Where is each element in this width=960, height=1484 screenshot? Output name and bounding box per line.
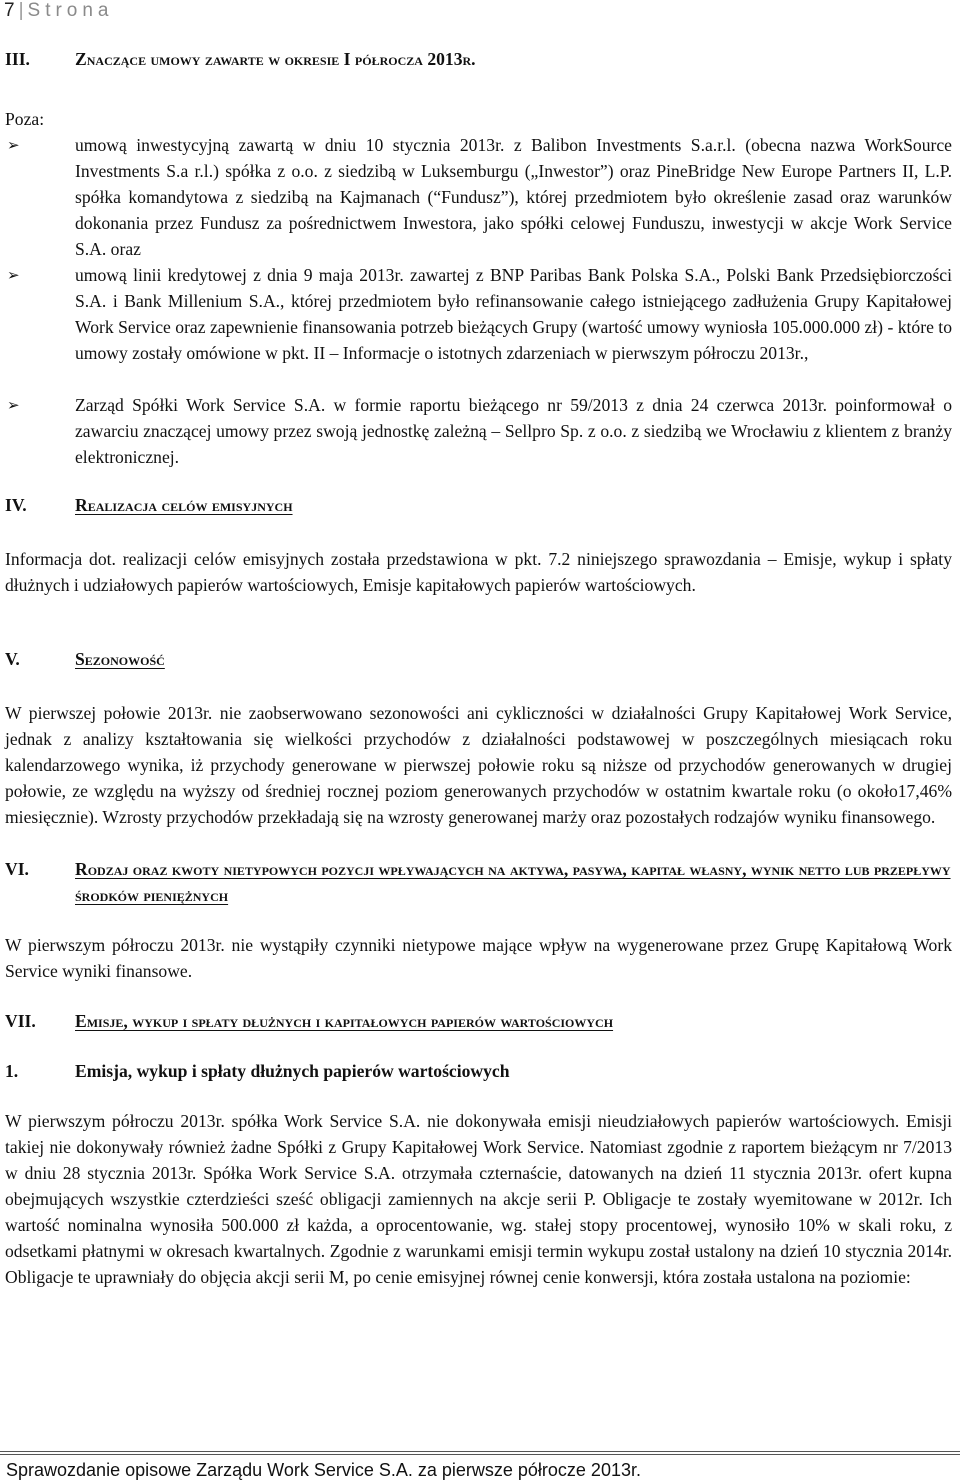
agreement-item — [5, 392, 952, 470]
section-4-number: IV. — [5, 495, 27, 515]
section-7-text: W pierwszym półroczu 2013r. spółka Work Service S.A. nie dokonywała emisji nieudziałowych papierów wartościowych. Emisji takiej nie dokonywały również żadne Spółki z Grupy Kapitałowej Work Service. Natomiast zgodnie z raportem bieżącym nr 7/2013 w dniu 28 stycznia 2013r. Spółka Work Service S.A. otrzymała czternaście, datowanych na dzień 11 stycznia 2013r. ofert kupna obejmujących wszystkie czterdzieści sześć obligacji zamiennych na akcje serii P. Obligacje te zostały wyemitowane w 2012r. Ich wartość nominalna wynosiła 500.000 zł każda, a oprocentowanie, wg. stałej stopy procentowej, wynosiło 10% w skali roku, z odsetkami płatnymi w okresach kwartalnych. Zgodnie z warunkami emisji termin wykupu został ustalony na dzień 10 stycznia 2014r. Obligacje te uprawniały do objęcia akcji serii M, po cenie emisyjnej równej cenie konwersji, która została ustalona na poziomie: — [5, 1111, 952, 1287]
section-5-title: Sezonowość — [75, 649, 165, 669]
footer-divider — [0, 1451, 960, 1455]
section-5-number: V. — [5, 649, 20, 669]
page-word: Strona — [27, 0, 114, 21]
document-body — [5, 46, 952, 1290]
section-7-number: VII. — [5, 1011, 36, 1031]
header-separator: | — [18, 0, 24, 21]
subsection-title: Emisja, wykup i spłaty dłużnych papierów wartościowych — [75, 1061, 510, 1081]
section-6-heading — [5, 856, 952, 908]
page-header — [4, 0, 114, 22]
section-4-text: Informacja dot. realizacji celów emisyjnych została przedstawiona w pkt. 7.2 niniejszego sprawozdania – Emisje, wykup i spłaty dłużnych i udziałowych papierów wartościowych, Emisje kapitałowych papierów wartościowych. — [5, 549, 952, 595]
section-6-number: VI. — [5, 859, 29, 879]
subsection-7-1-heading — [5, 1058, 952, 1084]
agreement-item — [5, 262, 952, 366]
section-3-intro: Poza: — [5, 109, 45, 129]
arrow-bullet-icon: ➢ — [7, 136, 20, 154]
section-5-text: W pierwszej połowie 2013r. nie zaobserwowano sezonowości ani cykliczności w działalności Grupy Kapitałowej Work Service, jednak z analizy kształtowania się wielkości przychodów z działalności podstawowej w poszczególnych miesiącach roku kalendarzowego wynika, iż przychody generowane w pierwszej połowie roku są niższe od przychodów generowanych w drugiej połowie, ze względu na wyższy od średniej rocznej poziom generowanych przychodów w ostatnim kwartale roku (o około17,46% miesięcznie). Wzrosty przychodów przekładają się na wzrosty generowanej marży oraz pozostałych rodzajów wyniku finansowego. — [5, 703, 952, 827]
section-3-number: III. — [5, 49, 30, 69]
section-7-title: Emisje, wykup i spłaty dłużnych i kapitałowych papierów wartościowych — [75, 1011, 614, 1031]
section-6-title: Rodzaj oraz kwoty nietypowych pozycji wpływających na aktywa, pasywa, kapitał własny, wynik netto lub przepływy środków pieniężnych — [75, 859, 951, 905]
section-4-heading — [5, 492, 952, 518]
section-4-title: Realizacja celów emisyjnych — [75, 495, 293, 515]
page-number: 7 — [4, 0, 15, 21]
section-6-text: W pierwszym półroczu 2013r. nie wystąpiły czynniki nietypowe mające wpływ na wygenerowane przez Grupę Kapitałową Work Service wyniki finansowe. — [5, 935, 952, 981]
section-5-heading — [5, 646, 952, 672]
agreement-text: umową inwestycyjną zawartą w dniu 10 stycznia 2013r. z Balibon Investments S.a.r.l. (obecna nazwa WorkSource Investments S.a r.l.) spółka z o.o. z siedzibą w Luksemburgu („Inwestor”) oraz PineBridge New Europe Partners II, L.P. spółka komandytowa z siedzibą na Kajmanach (“Fundusz”), której przedmiotem było określenie zasad oraz warunków dokonania przez Fundusz za pośrednictwem Inwestora, jako spółki celowej Funduszu, inwestycji w akcje Work Service S.A. oraz — [75, 135, 952, 259]
agreement-item — [5, 132, 952, 262]
page-footer: Sprawozdanie opisowe Zarządu Work Service S.A. za pierwsze półrocze 2013r. — [6, 1460, 641, 1480]
arrow-bullet-icon: ➢ — [7, 266, 20, 284]
section-3-heading — [5, 46, 952, 72]
section-3-title: Znaczące umowy zawarte w okresie I półrocza 2013r. — [75, 49, 476, 69]
section-7-heading — [5, 1008, 952, 1034]
subsection-number: 1. — [5, 1061, 19, 1081]
agreements-list — [5, 132, 952, 470]
agreement-text: Zarząd Spółki Work Service S.A. w formie raportu bieżącego nr 59/2013 z dnia 24 czerwca 2013r. poinformował o zawarciu znaczącej umowy przez swoją jednostkę zależną – Sellpro Sp. z o.o. z siedzibą we Wrocławiu z klientem z branży elektronicznej. — [75, 395, 952, 467]
agreement-text: umową linii kredytowej z dnia 9 maja 2013r. zawartej z BNP Paribas Bank Polska S.A., Polski Bank Przedsiębiorczości S.A. i Bank Millenium S.A., której przedmiotem było refinansowanie całego istniejącego zadłużenia Grupy Kapitałowej Work Service oraz zapewnienie finansowania potrzeb bieżących Grupy (wartość umowy wyniosła 105.000.000 zł) - które to umowy zostały omówione w pkt. II – Informacje o istotnych zdarzeniach w pierwszym półroczu 2013r., — [75, 265, 952, 363]
arrow-bullet-icon: ➢ — [7, 396, 20, 414]
